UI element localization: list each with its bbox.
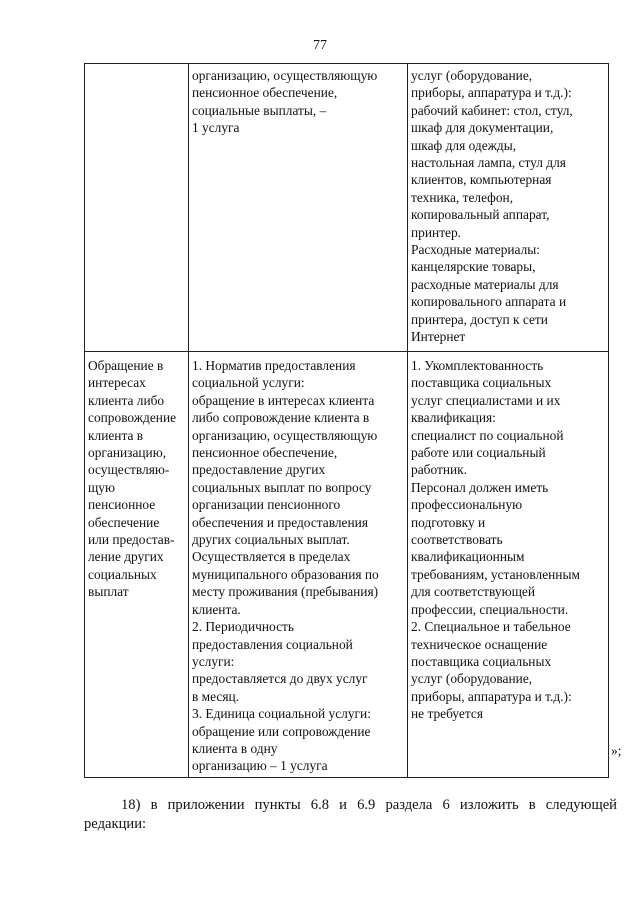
cell-text-line: работе или социальный <box>411 445 546 461</box>
cell-text-line: услуг (оборудование, <box>411 671 533 687</box>
closing-quote: »; <box>611 743 622 758</box>
cell-text-line: предоставление других <box>192 462 326 478</box>
cell-text-line: 2. Специальное и табельное <box>411 619 571 635</box>
cell-text-line: социальных <box>88 566 157 582</box>
cell-text-line: организацию, <box>88 445 167 461</box>
cell-text-line: социальной услуги: <box>192 375 305 391</box>
cell-text-line: услуг (оборудование, <box>411 68 533 83</box>
cell-text-line: обеспечения и предоставления <box>192 514 368 530</box>
cell-text-line: шкаф для документации, <box>411 120 554 136</box>
cell-text-line: Персонал должен иметь <box>411 479 549 495</box>
cell-text-line: 1. Норматив предоставления <box>192 358 356 373</box>
cell-text-line: специалист по социальной <box>411 427 564 443</box>
cell-text-line: других социальных выплат. <box>192 532 350 548</box>
cell-text-line: клиента либо <box>88 392 165 408</box>
cell-text-line: копировального аппарата и <box>411 294 567 310</box>
cell-text-line: клиента в одну <box>192 740 278 756</box>
cell-text-line: социальные выплаты, – <box>192 102 327 118</box>
cell-text-line: 3. Единица социальной услуги: <box>192 706 371 722</box>
cell-text-line: работник. <box>411 462 468 478</box>
cell-text-line: муниципального образования по <box>192 566 379 582</box>
cell-text-line: организацию – 1 услуга <box>192 758 328 774</box>
cell-text-line: поставщика социальных <box>411 653 552 669</box>
cell-text-line: рабочий кабинет: стол, стул, <box>411 102 573 118</box>
cell-text-line: настольная лампа, стул для <box>411 155 566 171</box>
cell-text-line: клиентов, компьютерная <box>411 172 552 188</box>
cell-text-line: пенсионное обеспечение, <box>192 445 338 461</box>
cell-text-line: для соответствующей <box>411 584 535 600</box>
cell-text-line: квалификация: <box>411 410 496 426</box>
row2-norms-cell <box>189 352 408 778</box>
row1-col1-cell <box>85 64 189 352</box>
row2-service-name-cell <box>85 352 189 778</box>
cell-text-line: обращение или сопровождение <box>192 723 371 739</box>
cell-text-line: 1 услуга <box>192 120 240 136</box>
cell-text-line: профессиональную <box>411 497 523 513</box>
cell-text-line: в месяц. <box>192 688 240 704</box>
cell-text-line: 2. Периодичность <box>192 619 294 635</box>
cell-text-line: пенсионное <box>88 497 156 513</box>
cell-text-line: клиента в <box>88 427 144 443</box>
cell-text-line: щую <box>88 479 116 495</box>
cell-text-line: техническое оснащение <box>411 636 548 652</box>
cell-text-line: 1. Укомплектованность <box>411 358 544 373</box>
cell-text-line: требованиям, установленным <box>411 566 580 582</box>
cell-text-line: социальных выплат по вопросу <box>192 479 372 495</box>
cell-text-line: обеспечение <box>88 514 160 530</box>
cell-text-line: выплат <box>88 584 129 600</box>
cell-text-line: или предостав- <box>88 532 175 548</box>
cell-text-line: организацию, осуществляющую <box>192 427 378 443</box>
cell-text-line: пенсионное обеспечение, <box>192 85 338 101</box>
cell-text-line: ление других <box>88 549 164 565</box>
cell-text-line: принтер. <box>411 224 462 240</box>
cell-text-line: Осуществляется в пределах <box>192 549 351 565</box>
cell-text-line: услуги: <box>192 653 235 669</box>
cell-text-line: организацию, осуществляющую <box>192 68 378 83</box>
cell-text-line: приборы, аппаратура и т.д.): <box>411 85 572 101</box>
cell-text-line: обращение в интересах клиента <box>192 392 375 408</box>
amendment-paragraph <box>84 796 617 834</box>
cell-text-line: копировальный аппарат, <box>411 207 550 223</box>
cell-text-line: Обращение в <box>88 358 164 373</box>
cell-text-line: поставщика социальных <box>411 375 552 391</box>
table-row <box>85 352 609 778</box>
cell-text-line: соответствовать <box>411 532 503 548</box>
services-table <box>84 63 609 778</box>
cell-text-line: интересах <box>88 375 146 391</box>
cell-text-line: не требуется <box>411 706 483 722</box>
cell-text-line: профессии, специальности. <box>411 601 569 617</box>
row1-col3-cell <box>408 64 609 352</box>
cell-text-line: либо сопровождение клиента в <box>192 410 370 426</box>
page-number: 77 <box>313 38 327 53</box>
row1-col2-cell <box>189 64 408 352</box>
cell-text-line: клиента. <box>192 601 241 617</box>
cell-text-line: предоставляется до двух услуг <box>192 671 368 687</box>
cell-text-line: осуществляю- <box>88 462 170 478</box>
cell-text-line: Расходные материалы: <box>411 242 541 258</box>
cell-text-line: подготовку и <box>411 514 486 530</box>
cell-text-line: месту проживания (пребывания) <box>192 584 379 600</box>
cell-text-line: шкаф для одежды, <box>411 137 517 153</box>
table-row <box>85 64 609 352</box>
cell-text-line: организации пенсионного <box>192 497 341 513</box>
cell-text-line: техника, телефон, <box>411 189 514 205</box>
cell-text-line: канцелярские товары, <box>411 259 536 275</box>
cell-text-line: расходные материалы для <box>411 276 559 292</box>
cell-text-line: приборы, аппаратура и т.д.): <box>411 688 572 704</box>
paragraph-line-2: редакции: <box>84 816 147 832</box>
cell-text-line: услуг специалистами и их <box>411 392 561 408</box>
cell-text-line: квалификационным <box>411 549 525 565</box>
row2-requirements-cell <box>408 352 609 778</box>
cell-text-line: принтера, доступ к сети <box>411 311 548 327</box>
cell-text-line: предоставления социальной <box>192 636 353 652</box>
paragraph-line-1: 18) в приложении пункты 6.8 и 6.9 раздела 6 изложить в следующей <box>121 797 617 813</box>
cell-text-line: сопровождение <box>88 410 177 426</box>
cell-text-line: Интернет <box>411 329 466 345</box>
